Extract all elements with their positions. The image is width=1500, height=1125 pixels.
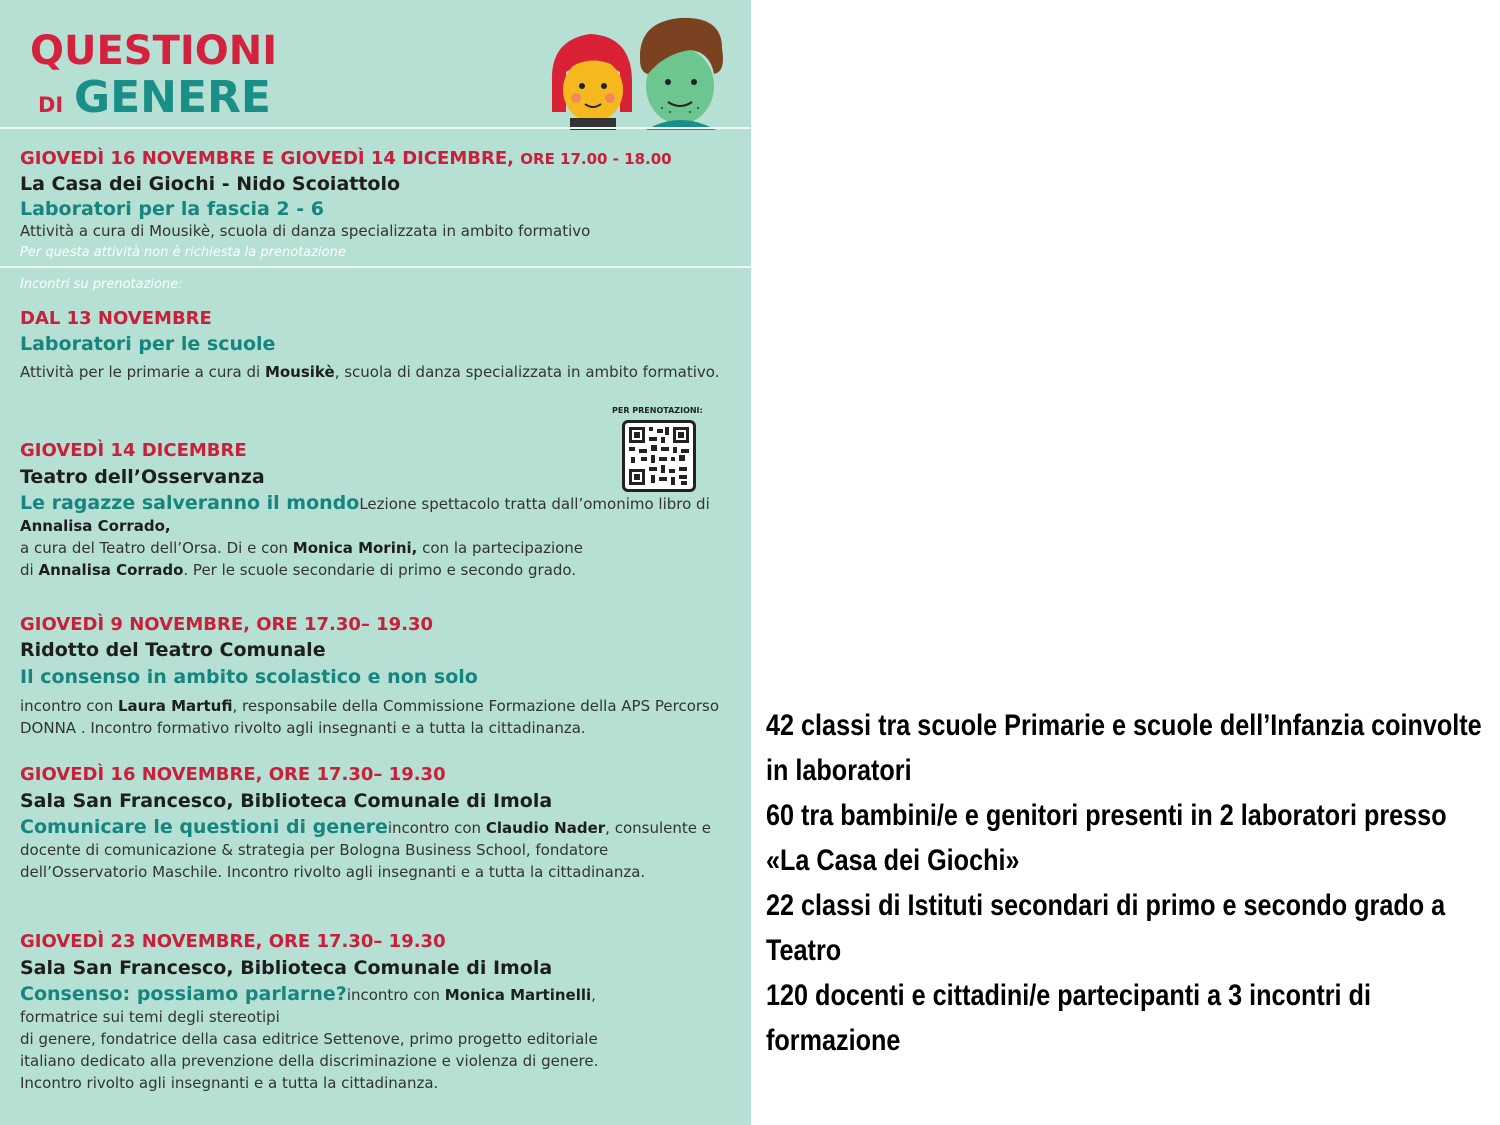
stat-item: 60 tra bambini/e e genitori presenti in 2 laboratori presso «La Casa dei Giochi» bbox=[766, 799, 1447, 877]
event-venue: Teatro dell’Osservanza bbox=[20, 466, 265, 488]
event-note: Per questa attività non è richiesta la prenotazione bbox=[20, 245, 346, 260]
poster-title-di: DI bbox=[38, 93, 64, 117]
stats-summary bbox=[766, 703, 1488, 1063]
poster-title-line2: GENERE bbox=[74, 72, 271, 123]
section-note: Incontri su prenotazione: bbox=[20, 277, 183, 292]
event-date: DAL 13 NOVEMBRE bbox=[20, 308, 212, 329]
stat-item: 42 classi tra scuole Primarie e scuole dell’Infanzia coinvolte in laboratori bbox=[766, 709, 1482, 787]
event-description: Le ragazze salveranno il mondoLezione spettacolo tratta dall’omonimo libro di Annalisa Corrado, a cura del Teatro dell’Orsa. Di e con Monica Morini, con la partecipazione di Annalisa Corrado. Per le scuole secondarie di primo e secondo grado. bbox=[20, 492, 710, 579]
event-title: Laboratori per la fascia 2 - 6 bbox=[20, 198, 324, 220]
event-venue: Sala San Francesco, Biblioteca Comunale di Imola bbox=[20, 957, 553, 979]
event-title: Comunicare le questioni di genere bbox=[20, 816, 388, 838]
event-description: Comunicare le questioni di genereincontro con Claudio Nader, consulente e docente di comunicazione & strategia per Bologna Business School, fondatore dell’Osservatorio Maschile. Incontro rivolto agli insegnanti e a tutta la cittadinanza. bbox=[20, 816, 711, 881]
event-description: Consenso: possiamo parlarne?incontro con Monica Martinelli, formatrice sui temi degli stereotipi di genere, fondatrice della casa editrice Settenove, primo progetto editoriale italiano dedicato alla prevenzione della discriminazione e violenza di genere. Incontro rivolto agli insegnanti e a tutta la cittadinanza. bbox=[20, 983, 599, 1092]
divider bbox=[0, 266, 751, 268]
qr-code-icon[interactable] bbox=[622, 420, 696, 492]
event-description: Attività per le primarie a cura di Mousikè, scuola di danza specializzata in ambito formativo. bbox=[20, 363, 720, 381]
event-date: GIOVEDÌ 16 NOVEMBRE E GIOVEDÌ 14 DICEMBRE, ORE 17.00 - 18.00 bbox=[20, 148, 672, 169]
event-title: Le ragazze salveranno il mondo bbox=[20, 492, 360, 514]
event-date: GIOVEDÌ 9 NOVEMBRE, ORE 17.30– 19.30 bbox=[20, 614, 434, 635]
event-date: GIOVEDÌ 23 NOVEMBRE, ORE 17.30– 19.30 bbox=[20, 931, 446, 952]
event-title: Il consenso in ambito scolastico e non solo bbox=[20, 666, 478, 688]
divider bbox=[0, 127, 751, 129]
children-faces-illustration bbox=[540, 12, 740, 130]
event-venue: La Casa dei Giochi - Nido Scoiattolo bbox=[20, 173, 401, 195]
event-venue: Sala San Francesco, Biblioteca Comunale di Imola bbox=[20, 790, 553, 812]
event-description: Attività a cura di Mousikè, scuola di danza specializzata in ambito formativo bbox=[20, 222, 591, 240]
poster-title-line1: QUESTIONI bbox=[30, 28, 278, 74]
event-title: Laboratori per le scuole bbox=[20, 333, 276, 355]
stat-item: 22 classi di Istituti secondari di primo e secondo grado a Teatro bbox=[766, 889, 1446, 967]
stat-item: 120 docenti e cittadini/e partecipanti a 3 incontri di formazione bbox=[766, 979, 1371, 1057]
event-venue: Ridotto del Teatro Comunale bbox=[20, 639, 326, 661]
event-description: incontro con Laura Martufi, responsabile della Commissione Formazione della APS Percorso DONNA . Incontro formativo rivolto agli insegnanti e a tutta la cittadinanza. bbox=[20, 697, 720, 737]
event-date: GIOVEDÌ 14 DICEMBRE bbox=[20, 440, 247, 461]
girl-face-icon bbox=[552, 34, 632, 130]
qr-label: PER PRENOTAZIONI: bbox=[612, 406, 703, 415]
event-title: Consenso: possiamo parlarne? bbox=[20, 983, 347, 1005]
boy-face-icon bbox=[640, 18, 723, 130]
event-date: GIOVEDÌ 16 NOVEMBRE, ORE 17.30– 19.30 bbox=[20, 764, 446, 785]
